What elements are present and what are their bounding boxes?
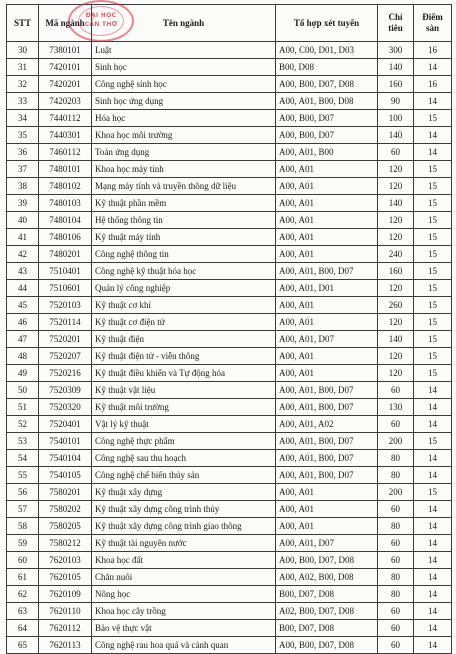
cell-ma-nganh: 7620113 (39, 637, 92, 654)
cell-chi-tieu: 80 (378, 467, 414, 484)
cell-ten-nganh: Khoa học máy tính (92, 161, 276, 178)
cell-stt: 46 (7, 314, 39, 331)
cell-chi-tieu: 120 (378, 314, 414, 331)
cell-diem-san: 14 (414, 382, 452, 399)
cell-ma-nganh: 7420101 (39, 59, 92, 76)
cell-to-hop: A00, A01, B00, D07 (276, 263, 378, 280)
cell-stt: 48 (7, 348, 39, 365)
cell-to-hop: A00, A01, B00 (276, 144, 378, 161)
table-row (7, 263, 452, 280)
cell-diem-san: 15 (414, 297, 452, 314)
cell-chi-tieu: 140 (378, 331, 414, 348)
table-row (7, 331, 452, 348)
table-row (7, 586, 452, 603)
cell-ten-nganh: Công nghệ thực phẩm (92, 433, 276, 450)
cell-chi-tieu: 130 (378, 399, 414, 416)
cell-to-hop: A00, A01 (276, 314, 378, 331)
cell-ten-nganh: Công nghệ rau hoa quả và cảnh quan (92, 637, 276, 654)
cell-stt: 56 (7, 484, 39, 501)
cell-diem-san: 14 (414, 586, 452, 603)
header-chi-tieu: Chỉ tiêu (378, 5, 414, 42)
cell-stt: 34 (7, 110, 39, 127)
cell-stt: 33 (7, 93, 39, 110)
cell-diem-san: 14 (414, 59, 452, 76)
cell-diem-san: 14 (414, 569, 452, 586)
table-row (7, 518, 452, 535)
cell-chi-tieu: 60 (378, 637, 414, 654)
cell-ten-nganh: Nông học (92, 586, 276, 603)
cell-ten-nganh: Bảo vệ thực vật (92, 620, 276, 637)
cell-ma-nganh: 7620103 (39, 552, 92, 569)
cell-chi-tieu: 120 (378, 348, 414, 365)
cell-chi-tieu: 260 (378, 297, 414, 314)
cell-diem-san: 15 (414, 433, 452, 450)
cell-ma-nganh: 7540104 (39, 450, 92, 467)
cell-diem-san: 15 (414, 314, 452, 331)
cell-stt: 65 (7, 637, 39, 654)
cell-ten-nganh: Kỹ thuật cơ khí (92, 297, 276, 314)
table-row (7, 620, 452, 637)
cell-ten-nganh: Khoa học cây trồng (92, 603, 276, 620)
cell-to-hop: A00, A01 (276, 365, 378, 382)
cell-diem-san: 14 (414, 399, 452, 416)
cell-chi-tieu: 140 (378, 59, 414, 76)
cell-ma-nganh: 7520401 (39, 416, 92, 433)
cell-ma-nganh: 7620110 (39, 603, 92, 620)
cell-stt: 63 (7, 603, 39, 620)
cell-ten-nganh: Kỹ thuật xây dựng (92, 484, 276, 501)
cell-ma-nganh: 7520320 (39, 399, 92, 416)
cell-stt: 30 (7, 42, 39, 59)
cell-chi-tieu: 160 (378, 263, 414, 280)
cell-ma-nganh: 7520216 (39, 365, 92, 382)
cell-ten-nganh: Kỹ thuật môi trường (92, 399, 276, 416)
cell-to-hop: A00, A01, D07 (276, 331, 378, 348)
cell-chi-tieu: 140 (378, 195, 414, 212)
cell-to-hop: A00, A01, B00, D07 (276, 382, 378, 399)
cell-diem-san: 15 (414, 280, 452, 297)
cell-diem-san: 15 (414, 484, 452, 501)
cell-ma-nganh: 7510601 (39, 280, 92, 297)
table-row (7, 382, 452, 399)
cell-chi-tieu: 120 (378, 280, 414, 297)
cell-diem-san: 14 (414, 637, 452, 654)
cell-chi-tieu: 60 (378, 501, 414, 518)
cell-to-hop: A00, B00, D07, D08 (276, 637, 378, 654)
table-row (7, 127, 452, 144)
cell-stt: 47 (7, 331, 39, 348)
cell-ma-nganh: 7580202 (39, 501, 92, 518)
table-row (7, 280, 452, 297)
table-row (7, 603, 452, 620)
cell-diem-san: 14 (414, 603, 452, 620)
cell-diem-san: 15 (414, 246, 452, 263)
cell-stt: 42 (7, 246, 39, 263)
cell-to-hop: A00, A01, A02 (276, 416, 378, 433)
cell-diem-san: 15 (414, 229, 452, 246)
cell-ma-nganh: 7510401 (39, 263, 92, 280)
cell-to-hop: A00, B00, D07, D08 (276, 76, 378, 93)
table-row (7, 552, 452, 569)
cell-to-hop: A00, A01 (276, 518, 378, 535)
table-row (7, 144, 452, 161)
table-row (7, 501, 452, 518)
cell-ten-nganh: Vật lý kỹ thuật (92, 416, 276, 433)
cell-ten-nganh: Khoa học môi trường (92, 127, 276, 144)
cell-ten-nganh: Hệ thống thông tin (92, 212, 276, 229)
header-to-hop: Tổ hợp xét tuyển (276, 5, 378, 42)
header-stt: STT (7, 5, 39, 42)
header-ten-nganh: Tên ngành (92, 5, 276, 42)
cell-to-hop: A00, A01 (276, 212, 378, 229)
cell-stt: 57 (7, 501, 39, 518)
cell-to-hop: A00, A01, B00, D08 (276, 93, 378, 110)
cell-diem-san: 16 (414, 76, 452, 93)
cell-ma-nganh: 7420201 (39, 76, 92, 93)
cell-chi-tieu: 120 (378, 212, 414, 229)
cell-to-hop: A00, B00, D07 (276, 127, 378, 144)
cell-ten-nganh: Mạng máy tính và truyền thông dữ liệu (92, 178, 276, 195)
cell-stt: 54 (7, 450, 39, 467)
cell-stt: 32 (7, 76, 39, 93)
cell-ma-nganh: 7420203 (39, 93, 92, 110)
cell-ma-nganh: 7440301 (39, 127, 92, 144)
cell-ten-nganh: Toán ứng dụng (92, 144, 276, 161)
cell-ma-nganh: 7620105 (39, 569, 92, 586)
cell-diem-san: 14 (414, 93, 452, 110)
table-row (7, 348, 452, 365)
cell-diem-san: 14 (414, 450, 452, 467)
cell-diem-san: 15 (414, 110, 452, 127)
cell-ma-nganh: 7480106 (39, 229, 92, 246)
cell-chi-tieu: 100 (378, 110, 414, 127)
cell-ten-nganh: Kỹ thuật máy tính (92, 229, 276, 246)
cell-ma-nganh: 7480104 (39, 212, 92, 229)
cell-chi-tieu: 200 (378, 433, 414, 450)
cell-chi-tieu: 120 (378, 161, 414, 178)
cell-ten-nganh: Kỹ thuật xây dựng công trình thủy (92, 501, 276, 518)
cell-to-hop: A00, A01 (276, 484, 378, 501)
cell-chi-tieu: 120 (378, 229, 414, 246)
cell-ma-nganh: 7480102 (39, 178, 92, 195)
cell-stt: 36 (7, 144, 39, 161)
cell-chi-tieu: 60 (378, 382, 414, 399)
cell-ma-nganh: 7580201 (39, 484, 92, 501)
cell-ten-nganh: Kỹ thuật điện (92, 331, 276, 348)
cell-diem-san: 14 (414, 552, 452, 569)
cell-to-hop: B00, D08 (276, 59, 378, 76)
cell-stt: 38 (7, 178, 39, 195)
table-row (7, 569, 452, 586)
cell-to-hop: A00, B00, D07, D08 (276, 552, 378, 569)
cell-stt: 43 (7, 263, 39, 280)
table-row (7, 229, 452, 246)
cell-diem-san: 16 (414, 42, 452, 59)
cell-chi-tieu: 80 (378, 450, 414, 467)
cell-ma-nganh: 7480103 (39, 195, 92, 212)
table-header-row (7, 5, 452, 42)
cell-diem-san: 14 (414, 144, 452, 161)
cell-ma-nganh: 7380101 (39, 42, 92, 59)
cell-ten-nganh: Luật (92, 42, 276, 59)
cell-ten-nganh: Khoa học đất (92, 552, 276, 569)
cell-stt: 49 (7, 365, 39, 382)
cell-chi-tieu: 80 (378, 586, 414, 603)
cell-ten-nganh: Sinh học (92, 59, 276, 76)
cell-chi-tieu: 300 (378, 42, 414, 59)
cell-chi-tieu: 160 (378, 76, 414, 93)
cell-stt: 58 (7, 518, 39, 535)
cell-ma-nganh: 7580205 (39, 518, 92, 535)
cell-to-hop: A00, A01 (276, 195, 378, 212)
cell-chi-tieu: 80 (378, 569, 414, 586)
cell-stt: 52 (7, 416, 39, 433)
cell-chi-tieu: 60 (378, 603, 414, 620)
cell-stt: 60 (7, 552, 39, 569)
cell-stt: 53 (7, 433, 39, 450)
cell-stt: 40 (7, 212, 39, 229)
cell-diem-san: 15 (414, 195, 452, 212)
cell-diem-san: 15 (414, 331, 452, 348)
cell-ma-nganh: 7440112 (39, 110, 92, 127)
table-row (7, 467, 452, 484)
cell-to-hop: B00, D07, D08 (276, 586, 378, 603)
cell-ten-nganh: Công nghệ kỹ thuật hóa học (92, 263, 276, 280)
table-row (7, 535, 452, 552)
table-row (7, 178, 452, 195)
cell-ten-nganh: Kỹ thuật điều khiển và Tự động hóa (92, 365, 276, 382)
table-row (7, 314, 452, 331)
cell-ma-nganh: 7480201 (39, 246, 92, 263)
cell-chi-tieu: 80 (378, 518, 414, 535)
cell-ten-nganh: Kỹ thuật phần mềm (92, 195, 276, 212)
table-row (7, 416, 452, 433)
cell-chi-tieu: 90 (378, 93, 414, 110)
cell-chi-tieu: 60 (378, 535, 414, 552)
cell-stt: 62 (7, 586, 39, 603)
cell-stt: 64 (7, 620, 39, 637)
table-row (7, 365, 452, 382)
table-row (7, 450, 452, 467)
cell-diem-san: 14 (414, 416, 452, 433)
cell-ten-nganh: Công nghệ thông tin (92, 246, 276, 263)
cell-chi-tieu: 60 (378, 620, 414, 637)
cell-ma-nganh: 7520207 (39, 348, 92, 365)
cell-ma-nganh: 7460112 (39, 144, 92, 161)
cell-diem-san: 15 (414, 263, 452, 280)
cell-ten-nganh: Công nghệ sinh học (92, 76, 276, 93)
cell-to-hop: A00, A01 (276, 348, 378, 365)
cell-to-hop: A00, A01, D07 (276, 535, 378, 552)
cell-ten-nganh: Chăn nuôi (92, 569, 276, 586)
cell-stt: 59 (7, 535, 39, 552)
table-row (7, 161, 452, 178)
table-row (7, 433, 452, 450)
cell-diem-san: 14 (414, 127, 452, 144)
table-row (7, 76, 452, 93)
cell-chi-tieu: 120 (378, 178, 414, 195)
cell-chi-tieu: 60 (378, 416, 414, 433)
cell-chi-tieu: 200 (378, 484, 414, 501)
table-row (7, 195, 452, 212)
cell-ten-nganh: Kỹ thuật tài nguyên nước (92, 535, 276, 552)
cell-ten-nganh: Kỹ thuật cơ điện tử (92, 314, 276, 331)
cell-diem-san: 14 (414, 535, 452, 552)
cell-to-hop: A00, A01 (276, 501, 378, 518)
cell-ma-nganh: 7540101 (39, 433, 92, 450)
cell-stt: 39 (7, 195, 39, 212)
cell-diem-san: 15 (414, 212, 452, 229)
cell-stt: 44 (7, 280, 39, 297)
cell-to-hop: A00, A01, B00, D07 (276, 399, 378, 416)
table-row (7, 59, 452, 76)
cell-stt: 37 (7, 161, 39, 178)
cell-stt: 55 (7, 467, 39, 484)
cell-ma-nganh: 7580212 (39, 535, 92, 552)
cell-diem-san: 15 (414, 365, 452, 382)
cell-diem-san: 14 (414, 518, 452, 535)
cell-to-hop: A00, A01 (276, 297, 378, 314)
table-row (7, 212, 452, 229)
cell-stt: 45 (7, 297, 39, 314)
cell-ten-nganh: Kỹ thuật vật liệu (92, 382, 276, 399)
cell-to-hop: A00, B00, D07 (276, 110, 378, 127)
cell-ten-nganh: Công nghệ sau thu hoạch (92, 450, 276, 467)
cell-chi-tieu: 140 (378, 127, 414, 144)
cell-stt: 35 (7, 127, 39, 144)
cell-diem-san: 14 (414, 501, 452, 518)
cell-ten-nganh: Quản lý công nghiệp (92, 280, 276, 297)
cell-to-hop: A00, A01, B00, D07 (276, 450, 378, 467)
table-row (7, 110, 452, 127)
cell-chi-tieu: 60 (378, 552, 414, 569)
cell-ma-nganh: 7520201 (39, 331, 92, 348)
cell-to-hop: A00, A01, B00, D07 (276, 433, 378, 450)
cell-ma-nganh: 7520309 (39, 382, 92, 399)
cell-ten-nganh: Kỹ thuật xây dựng công trình giao thông (92, 518, 276, 535)
cell-to-hop: A00, A01 (276, 229, 378, 246)
cell-stt: 41 (7, 229, 39, 246)
cell-to-hop: A00, A01 (276, 161, 378, 178)
seal-text-line2: CẦN THƠ (84, 21, 118, 28)
cell-diem-san: 15 (414, 161, 452, 178)
cell-ma-nganh: 7520114 (39, 314, 92, 331)
cell-stt: 31 (7, 59, 39, 76)
cell-ten-nganh: Sinh học ứng dụng (92, 93, 276, 110)
cell-stt: 61 (7, 569, 39, 586)
table-row (7, 484, 452, 501)
table-row (7, 42, 452, 59)
cell-to-hop: A00, A02, B00, D08 (276, 569, 378, 586)
table-row (7, 637, 452, 654)
cell-to-hop: A02, B00, D07, D08 (276, 603, 378, 620)
header-ma-nganh: Mã ngành (39, 5, 92, 42)
table-row (7, 297, 452, 314)
cell-ma-nganh: 7480101 (39, 161, 92, 178)
cell-diem-san: 14 (414, 620, 452, 637)
table-row (7, 399, 452, 416)
table-row (7, 93, 452, 110)
seal-text-line1: ĐẠI HỌC (85, 12, 117, 19)
admission-table (6, 4, 452, 654)
header-diem-san: Điểm sàn (414, 5, 452, 42)
cell-chi-tieu: 120 (378, 365, 414, 382)
cell-ten-nganh: Kỹ thuật điện tử - viễn thông (92, 348, 276, 365)
cell-chi-tieu: 60 (378, 144, 414, 161)
cell-to-hop: A00, A01 (276, 178, 378, 195)
cell-ten-nganh: Hóa học (92, 110, 276, 127)
table-row (7, 246, 452, 263)
cell-diem-san: 14 (414, 467, 452, 484)
cell-to-hop: A00, A01 (276, 246, 378, 263)
cell-to-hop: A00, A01, B00, D07 (276, 467, 378, 484)
cell-to-hop: A00, A01, D01 (276, 280, 378, 297)
cell-ma-nganh: 7540105 (39, 467, 92, 484)
cell-ma-nganh: 7620109 (39, 586, 92, 603)
cell-chi-tieu: 240 (378, 246, 414, 263)
cell-to-hop: B00, D07, D08 (276, 620, 378, 637)
cell-stt: 50 (7, 382, 39, 399)
cell-ma-nganh: 7520103 (39, 297, 92, 314)
cell-stt: 51 (7, 399, 39, 416)
cell-ten-nganh: Công nghệ chế biến thủy sản (92, 467, 276, 484)
cell-diem-san: 15 (414, 348, 452, 365)
cell-ma-nganh: 7620112 (39, 620, 92, 637)
cell-to-hop: A00, C00, D01, D03 (276, 42, 378, 59)
cell-diem-san: 15 (414, 178, 452, 195)
